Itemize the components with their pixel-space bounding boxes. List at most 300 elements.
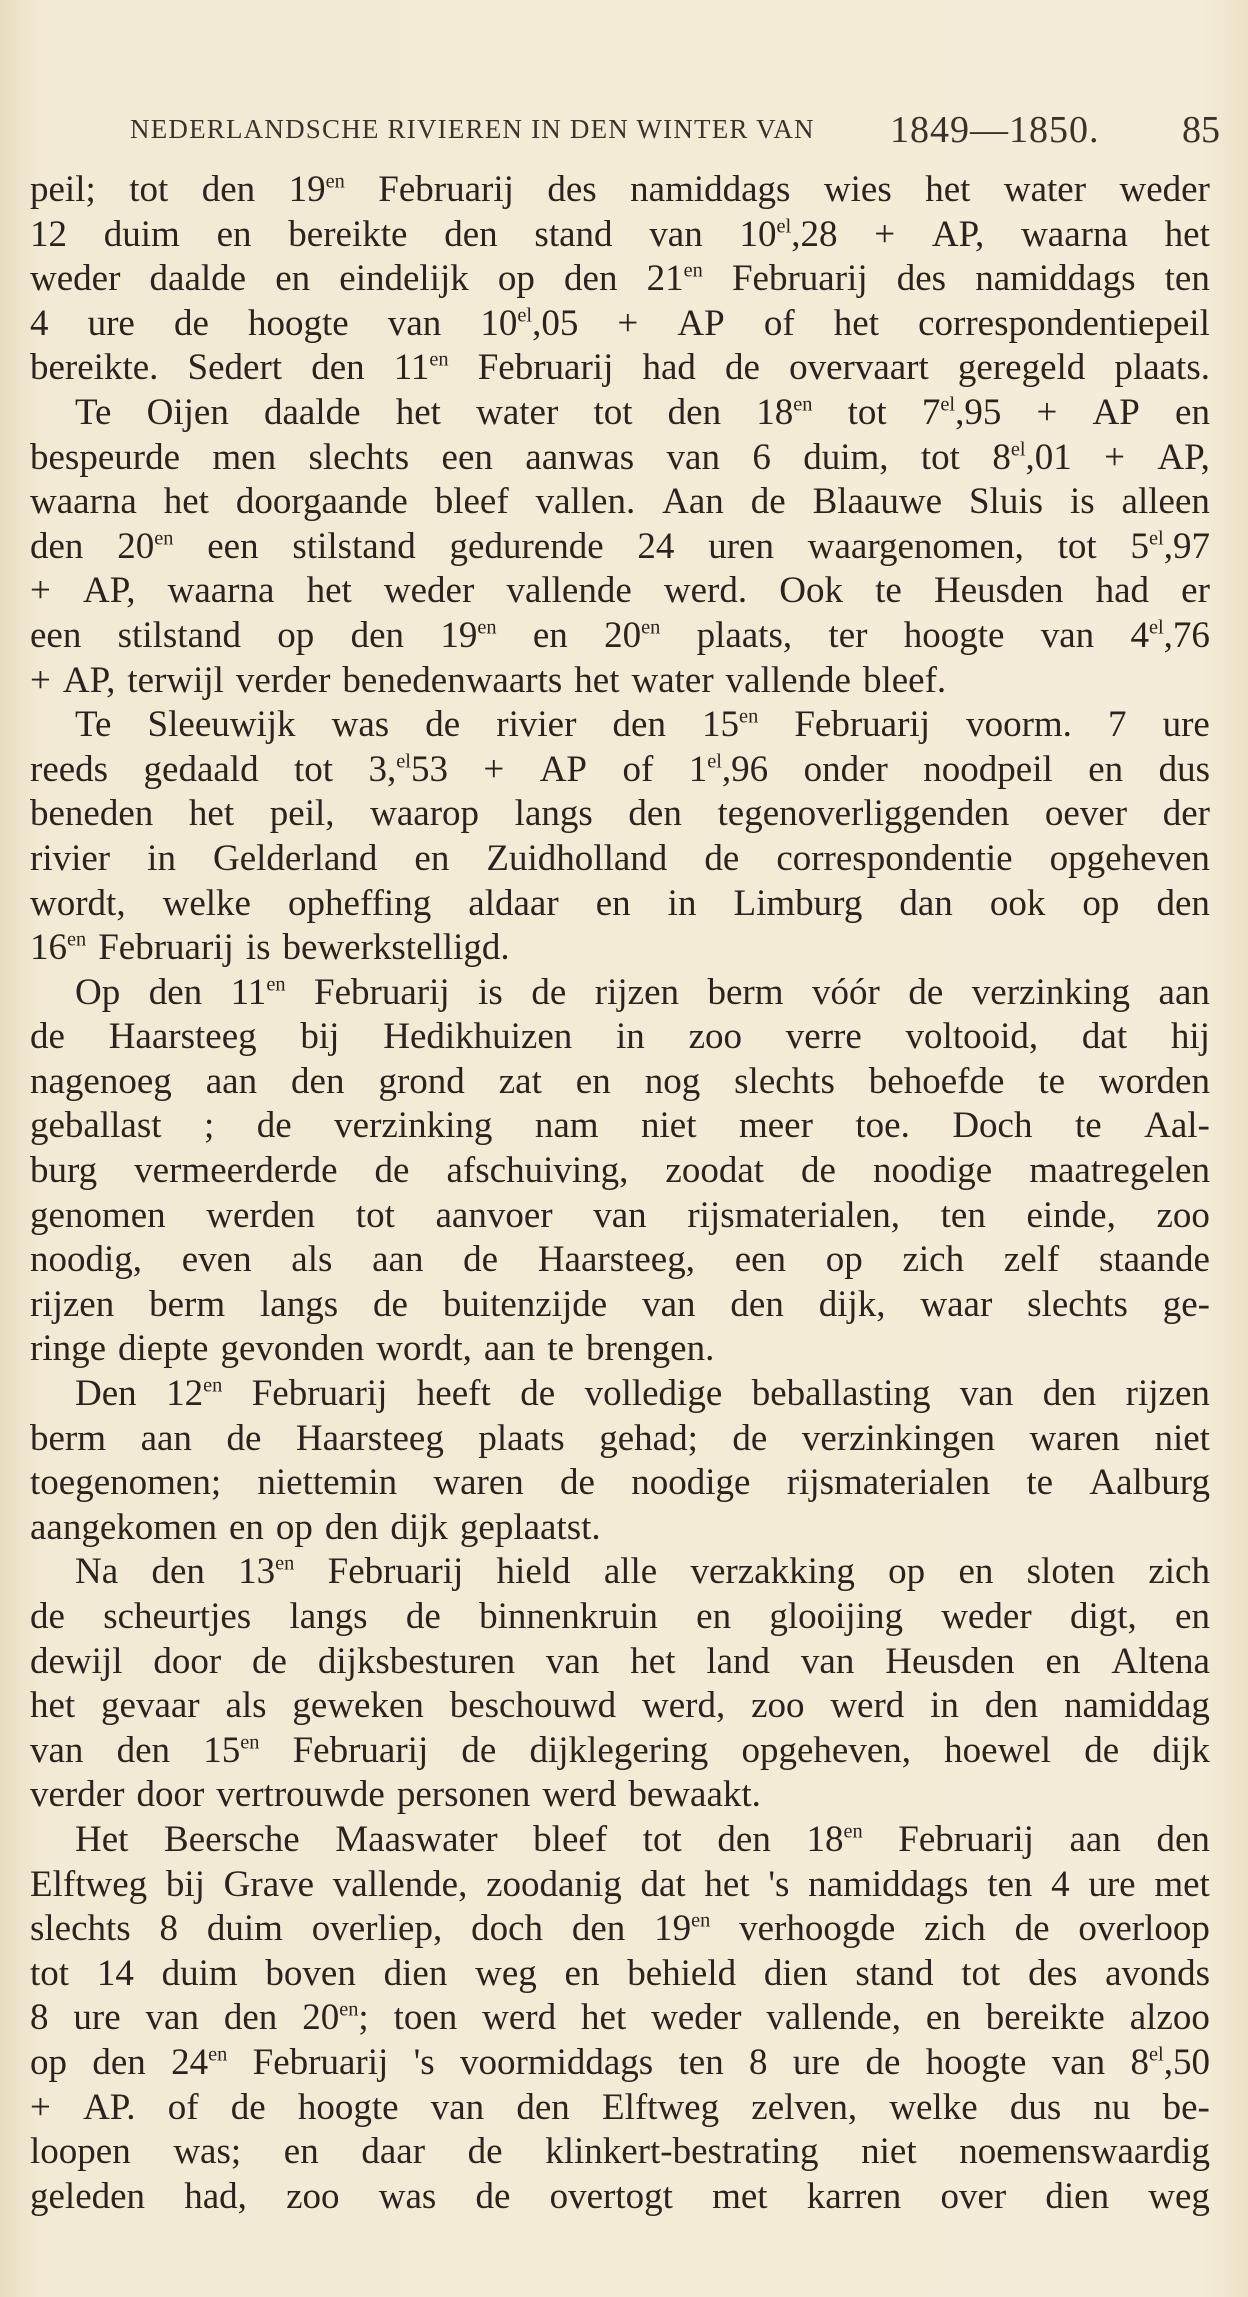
word: worden [1099, 1060, 1210, 1102]
word: $13^{en}$ [238, 1551, 295, 1593]
word: glooijing [769, 1596, 903, 1637]
word: Den [75, 1373, 137, 1415]
word: $11^{en}$ [230, 971, 286, 1013]
word: correspondentie [776, 837, 1013, 879]
word: den [1156, 882, 1210, 924]
word: het [574, 659, 620, 701]
word: dus [1158, 748, 1210, 790]
word: Maaswater [335, 1818, 498, 1860]
word: langs [514, 793, 593, 835]
word: verhoogde [739, 1908, 896, 1950]
word: Februarij [731, 258, 868, 300]
word: den [516, 2086, 570, 2128]
word: even [181, 1239, 252, 1281]
word: alle [603, 1551, 658, 1593]
word: in [616, 1016, 645, 1058]
text-line [30, 2130, 1210, 2175]
word: de [256, 1105, 292, 1147]
word: ringe [30, 1328, 107, 1370]
word: van [666, 436, 720, 478]
word: Februarij [252, 2041, 389, 2083]
word: zelven, [751, 2086, 858, 2128]
word: en [1175, 391, 1210, 433]
word: het [395, 391, 441, 433]
word: en [696, 1596, 732, 1637]
word: waarna [167, 570, 275, 612]
text-line [30, 1952, 1210, 1997]
word: toegenomen; [30, 1462, 222, 1504]
word: $4^{el},76$ [1130, 614, 1210, 656]
text-line [30, 926, 1210, 971]
word: vóór [812, 971, 880, 1013]
word: het [306, 570, 352, 612]
word: meer [738, 1105, 813, 1147]
word: AP, [62, 659, 116, 701]
word: overtogt [549, 2175, 673, 2217]
text-line [30, 480, 1210, 525]
word: als [291, 1239, 333, 1281]
word: water [631, 659, 714, 701]
word: de [704, 837, 740, 879]
word: hield [496, 1551, 571, 1593]
word: 24 [637, 525, 675, 567]
word: oever [1044, 793, 1128, 835]
word: $15^{en}$ [203, 1729, 260, 1771]
word: wordt, [30, 882, 126, 924]
word: aan [372, 1239, 424, 1281]
word: weg [1148, 2175, 1210, 2217]
word: de [230, 2086, 266, 2128]
word: Februarij [251, 1373, 388, 1415]
word: welke [889, 2086, 978, 2128]
word: hoogte [297, 2086, 399, 2128]
word: nam [534, 1105, 599, 1147]
word: geweken [292, 1685, 424, 1727]
word: 8 [159, 1908, 179, 1950]
word: met [712, 2175, 768, 2217]
word: noodpeil [923, 748, 1053, 790]
word: te [1038, 1060, 1066, 1102]
word: $15^{en}$ [702, 704, 759, 746]
word: van [387, 302, 442, 344]
text-line [30, 703, 1210, 748]
word: Zuidholland [486, 837, 668, 879]
word: is [1069, 481, 1095, 523]
word: weder [651, 1997, 742, 2039]
word: Haarsteeg, [537, 1239, 695, 1281]
word: werd [542, 1774, 617, 1816]
word: duim [161, 1952, 238, 1994]
word: vallende [725, 659, 851, 701]
word: der [1162, 793, 1210, 835]
word: ten [1164, 258, 1210, 300]
word: de [1014, 1908, 1050, 1950]
word: Te [75, 704, 112, 746]
word: slechts [1027, 1283, 1128, 1325]
word: vallende, [332, 1863, 468, 1905]
word: hoogte [925, 2041, 1027, 2083]
word: + [1036, 391, 1058, 433]
word: den [201, 169, 256, 210]
word: $10^{el},05$ [480, 302, 579, 344]
word: bewerkstelligd. [282, 927, 510, 969]
word: nu [1093, 2086, 1131, 2128]
word: $20^{en}$ [604, 614, 661, 656]
word: $11^{en}$ [393, 347, 449, 389]
word: de [30, 1596, 65, 1637]
word: verzinking [971, 971, 1131, 1013]
word: 3,$^{el}$53 [368, 748, 448, 790]
word: den [30, 525, 84, 567]
word: het [925, 169, 971, 210]
word: de [226, 1417, 262, 1459]
word: beballasting [751, 1373, 931, 1415]
text-line [30, 971, 1210, 1016]
word: bespeurde [30, 436, 180, 478]
word: Heusden [885, 1640, 1015, 1682]
word: aanwas [525, 436, 635, 478]
word: slechts [734, 1060, 835, 1102]
word: en [925, 1997, 961, 2039]
word: AP, [1157, 436, 1210, 478]
word: burg [30, 1150, 98, 1192]
word: stilstand [117, 614, 241, 656]
word: het [188, 793, 235, 835]
word: en [275, 258, 311, 300]
word: hoewel [944, 1729, 1052, 1771]
word: daalde [264, 391, 361, 433]
word: dijk, [818, 1283, 886, 1325]
word: Te [75, 391, 112, 433]
word: gevonden [220, 1328, 365, 1370]
word: benedenwaarts [342, 659, 563, 701]
word: Februarij [898, 1818, 1034, 1860]
word: waren [1029, 1417, 1120, 1459]
word: waarna [30, 481, 137, 523]
word: Elftweg [30, 1863, 148, 1905]
word: aan [205, 1060, 258, 1102]
word: geplaatst. [459, 1506, 601, 1548]
word: grond [378, 1060, 465, 1102]
word: waren [433, 1462, 524, 1504]
word: de [425, 704, 461, 746]
word: $19^{en}$ [440, 614, 497, 656]
word: $19^{en}$ [654, 1908, 711, 1950]
text-line [30, 1104, 1210, 1149]
word: en [1088, 748, 1124, 790]
word: den [1042, 1373, 1097, 1415]
word: noodige [631, 1462, 751, 1504]
text-line [30, 1506, 1210, 1551]
word: ure [792, 2041, 841, 2083]
word: karren [806, 2175, 902, 2217]
word: het [833, 302, 879, 344]
word: was [331, 704, 390, 746]
word: rijsmaterialen, [687, 1194, 900, 1236]
word: van [1051, 2041, 1106, 2083]
word: Elftweg [601, 2086, 720, 2128]
word: den [151, 1551, 205, 1593]
text-line [30, 1015, 1210, 1060]
word: van [593, 1194, 647, 1236]
word: opheffing [288, 882, 432, 924]
word: onder [803, 748, 888, 790]
word: des [1028, 1952, 1078, 1994]
word: bereikte [288, 213, 408, 255]
word: Aalburg [1089, 1462, 1210, 1504]
word: Februarij [378, 169, 514, 210]
word: water [476, 391, 559, 433]
word: 14 [96, 1952, 134, 1994]
word: Februarij [292, 1729, 429, 1771]
word: of [622, 748, 654, 790]
word: personen [396, 1774, 531, 1816]
text-line [30, 882, 1210, 927]
word: hij [1170, 1016, 1210, 1058]
word: gevaar [101, 1685, 200, 1727]
word: had [642, 347, 696, 389]
word: van [546, 1640, 600, 1682]
word: niet [1154, 1417, 1210, 1459]
word: berm [30, 1417, 107, 1459]
word: tot [1057, 525, 1097, 567]
word: overvaart [789, 347, 929, 389]
word: peil; [30, 169, 96, 210]
word: boven [265, 1952, 356, 1994]
word: werd [830, 1685, 905, 1727]
word: den [116, 1729, 171, 1771]
word: dien [763, 1952, 828, 1994]
word: alzoo [1129, 1997, 1210, 2039]
word: den [717, 1818, 771, 1860]
word: de [560, 1462, 595, 1504]
word: van [430, 2086, 485, 2128]
word: Februarij [477, 347, 614, 389]
word: $20^{en}$ [117, 525, 174, 567]
word: Heusden [933, 570, 1064, 612]
word: den [571, 1908, 626, 1950]
word: verzinking [334, 1105, 493, 1147]
word: be- [1162, 2086, 1210, 2128]
word: in [147, 837, 176, 879]
body-text [30, 168, 1210, 2219]
text-line [30, 346, 1210, 391]
word: werd. [663, 570, 748, 612]
word: 6 [752, 436, 771, 478]
word: verder [235, 659, 331, 701]
word: opgeheven, [741, 1729, 911, 1771]
text-line [30, 659, 1210, 704]
word: van [30, 1729, 84, 1771]
word: doch [471, 1908, 543, 1950]
word: de [865, 2041, 901, 2083]
word: of [167, 2086, 199, 2128]
word: hoogte [248, 302, 349, 344]
word: zich [902, 1239, 965, 1281]
word: had [1095, 570, 1150, 612]
word: dewijl [30, 1640, 123, 1682]
word: dat [640, 1863, 686, 1905]
word: den [291, 1060, 345, 1102]
word: den [148, 971, 203, 1013]
word: en [595, 882, 631, 924]
word: voorm. [966, 704, 1072, 746]
running-title: NEDERLANDSCHE RIVIEREN IN DEN WINTER VAN [130, 114, 815, 144]
word: slechts [30, 1908, 131, 1950]
word: $18^{en}$ [806, 1818, 863, 1860]
word: weder [383, 570, 475, 612]
word: een [207, 525, 259, 567]
word: geleden [30, 2175, 146, 2217]
word: en [1175, 1596, 1210, 1637]
text-line [30, 1773, 1210, 1818]
word: rijsmaterialen [786, 1462, 991, 1504]
word: tot [129, 169, 169, 210]
word: vallen. [535, 481, 636, 523]
word: op [277, 614, 315, 656]
word: stand [855, 1952, 934, 1994]
word: Sedert [187, 347, 283, 389]
word: tot [847, 391, 887, 433]
word: sloten [1026, 1551, 1116, 1593]
word: in [930, 1685, 959, 1727]
word: peil, [269, 793, 335, 835]
word: tot [294, 748, 334, 790]
word: ten [987, 1863, 1033, 1905]
word: de [30, 1016, 65, 1058]
word: de [908, 971, 944, 1013]
word: nog [644, 1060, 701, 1102]
word: toe. [855, 1105, 910, 1147]
word: doorgaande [235, 481, 408, 523]
word: en [283, 2131, 319, 2173]
word: en [575, 1060, 611, 1102]
word: noodige [872, 1150, 993, 1192]
word: Haarsteeg [295, 1417, 444, 1459]
word: zoo [751, 1685, 805, 1727]
text-line [30, 1372, 1210, 1417]
text-line [30, 1060, 1210, 1105]
word: de [373, 1283, 408, 1325]
word: is [478, 971, 503, 1013]
word: Ook [779, 570, 843, 612]
word: werd [482, 1997, 557, 2039]
word: een [441, 436, 493, 478]
word: namiddags [808, 1863, 969, 1905]
word: Het [75, 1818, 129, 1860]
word: ten [678, 2041, 724, 2083]
word: avonds [1105, 1952, 1210, 1994]
word: het [30, 1685, 76, 1727]
word: toen [393, 1997, 458, 2039]
word: $1^{el},96$ [688, 748, 769, 790]
word: $24^{en}$ [171, 2041, 228, 2083]
word: werden [206, 1194, 316, 1236]
word: waar [920, 1283, 993, 1325]
word: dien [383, 1952, 448, 1994]
word: 12 [30, 213, 67, 255]
word: op [825, 1239, 863, 1281]
word: alleen [1121, 481, 1210, 523]
word: tot [593, 391, 633, 433]
word: reeds [30, 748, 109, 790]
word: ure [87, 302, 135, 344]
text-line [30, 1684, 1210, 1729]
word: het [1164, 213, 1210, 255]
word: ook [989, 882, 1046, 924]
word: Aal- [1144, 1105, 1210, 1147]
text-line [30, 1461, 1210, 1506]
text-line [30, 168, 1210, 213]
word: duim [103, 213, 180, 255]
text-line [30, 1863, 1210, 1908]
word: einde, [1026, 1194, 1116, 1236]
word: voltooid, [905, 1016, 1039, 1058]
running-header [130, 108, 1220, 158]
word: 7 [1108, 704, 1127, 746]
text-line [30, 1818, 1210, 1863]
word: den [667, 391, 722, 433]
word: Sluis [968, 481, 1044, 523]
word: den [564, 258, 618, 300]
word: op [30, 2041, 67, 2083]
word: geballast [30, 1105, 162, 1147]
word: werd, [642, 1685, 726, 1727]
text-line [30, 436, 1210, 481]
word: vertrouwde [216, 1774, 385, 1816]
word: over [940, 2175, 1007, 2217]
word: gehad; [599, 1417, 698, 1459]
word: tot [961, 1952, 1001, 1994]
word: diepte [118, 1328, 209, 1370]
word: Oijen [146, 391, 229, 433]
word: dijklegering [529, 1729, 709, 1771]
word: 's [768, 1863, 790, 1905]
word: den [628, 793, 682, 835]
word: correspondentiepeil [918, 302, 1210, 344]
word: waarna [1021, 213, 1128, 255]
word: zoo [688, 1016, 743, 1058]
word: namiddag [1064, 1685, 1210, 1727]
text-line [30, 1640, 1210, 1685]
word: binnenkruin [479, 1596, 658, 1637]
word: zoodat [665, 1150, 765, 1192]
word: zich [1148, 1551, 1210, 1593]
word: door [153, 1640, 222, 1682]
word: of [763, 302, 795, 344]
word: rijzen [594, 971, 679, 1013]
word: noodig, [30, 1239, 143, 1281]
text-line [30, 748, 1210, 793]
word: Sleeuwijk [147, 704, 296, 746]
word: aan [1158, 971, 1210, 1013]
word: de [405, 1596, 441, 1637]
word: den [350, 614, 405, 656]
word: geregeld [957, 347, 1086, 389]
text-line [30, 391, 1210, 436]
word: is [245, 927, 271, 969]
word: water [1003, 169, 1087, 210]
word: beschouwd [449, 1685, 617, 1727]
word: Februarij [327, 1551, 464, 1593]
word: aan [483, 1328, 536, 1370]
word: 8 [30, 1997, 49, 2039]
word: ure [73, 1997, 121, 2039]
word: AP [539, 748, 587, 790]
word: Na [75, 1551, 119, 1593]
word: + [30, 2086, 51, 2128]
word: dijk [390, 1506, 448, 1548]
